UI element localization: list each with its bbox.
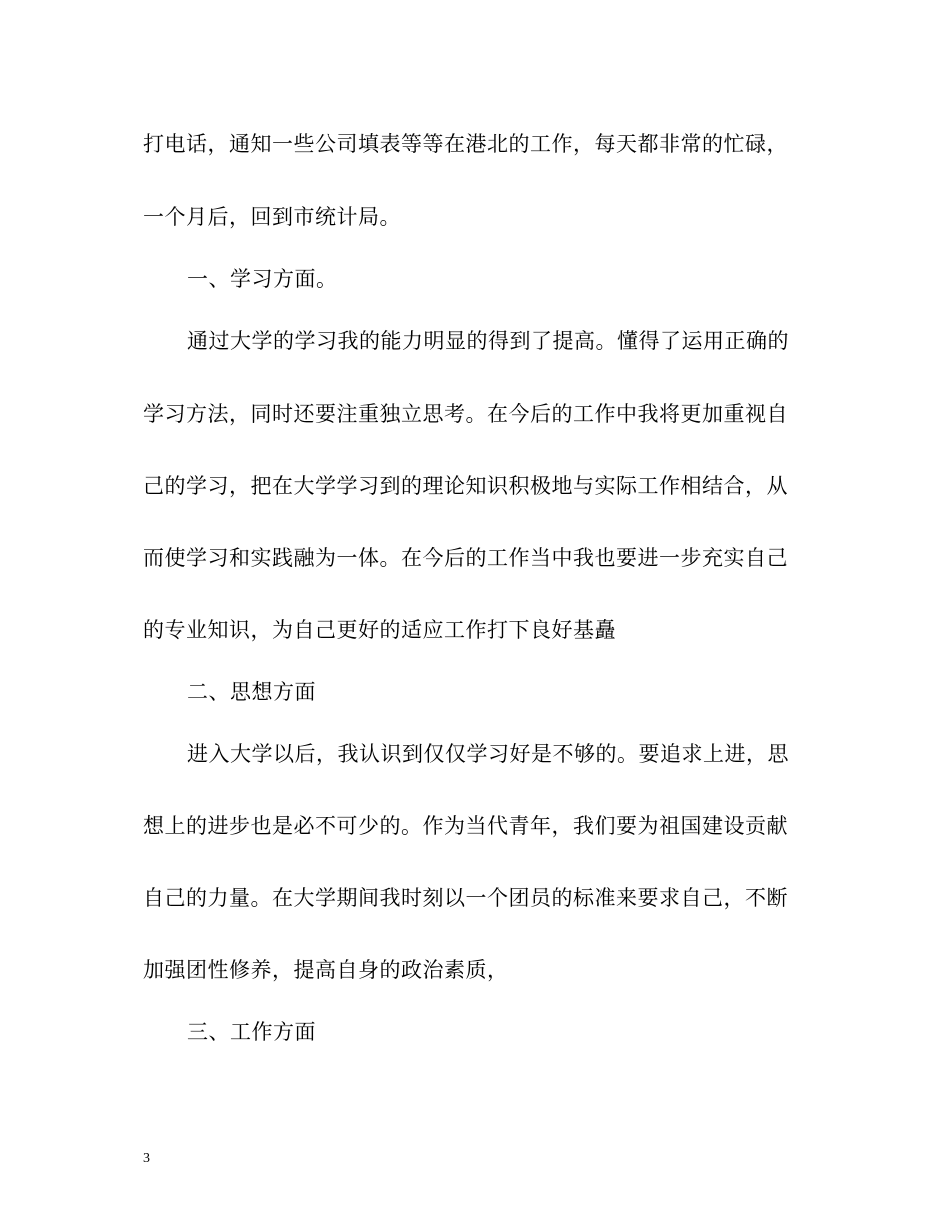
section-heading: 三、工作方面	[187, 1020, 316, 1044]
text-line: 进入大学以后，我认识到仅仅学习好是不够的。要追求上进，思	[187, 742, 789, 766]
text-line: 的专业知识，为自己更好的适应工作打下良好基矗	[143, 618, 616, 642]
text-line: 而使学习和实践融为一体。在今后的工作当中我也要进一步充实自己	[143, 546, 788, 570]
text-line: 想上的进步也是必不可少的。作为当代青年，我们要为祖国建设贡献	[143, 814, 788, 838]
text-line: 己的学习，把在大学学习到的理论知识积极地与实际工作相结合，从	[143, 474, 788, 498]
text-line: 加强团性修养，提高自身的政治素质，	[143, 958, 509, 982]
text-line: 一个月后，回到市统计局。	[143, 205, 401, 229]
text-line: 自己的力量。在大学期间我时刻以一个团员的标准来要求自己，不断	[143, 886, 788, 910]
text-line: 学习方法，同时还要注重独立思考。在今后的工作中我将更加重视自	[143, 402, 788, 426]
section-heading: 二、思想方面	[187, 680, 316, 704]
text-line: 打电话，通知一些公司填表等等在港北的工作，每天都非常的忙碌，	[143, 132, 788, 156]
page-number: 3	[143, 1151, 150, 1166]
section-heading: 一、学习方面。	[187, 267, 338, 291]
text-line: 通过大学的学习我的能力明显的得到了提高。懂得了运用正确的	[187, 329, 789, 353]
